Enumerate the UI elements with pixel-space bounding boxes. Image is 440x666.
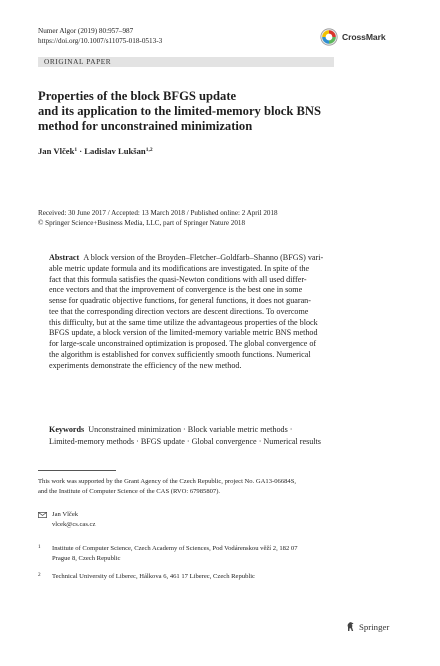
publication-history (38, 209, 398, 228)
funding-line: This work was supported by the Grant Agency of the Czech Republic, project No. GA13-06684S, (38, 478, 297, 485)
abstract-line: ence vectors and that the improvement of convergence is the best one in some (49, 285, 303, 295)
publisher-logo (345, 621, 389, 632)
funding-note (38, 477, 388, 497)
keywords (49, 424, 394, 449)
journal-citation: Numer Algor (2019) 80:957–987 (38, 27, 134, 35)
corresponding-author (38, 510, 338, 532)
affiliation (38, 572, 378, 582)
crossmark-badge[interactable] (320, 28, 386, 46)
envelope-icon (38, 512, 47, 518)
abstract-line: this difficulty, but at the same time utilize the advantageous properties of the block (49, 317, 318, 327)
funding-line: and the Institute of Computer Science of the CAS (RVO: 67985807). (38, 487, 221, 495)
paper-type-bar (38, 57, 334, 67)
affiliation-line: Prague 8, Czech Republic (52, 554, 121, 562)
copyright-line: © Springer Science+Business Media, LLC, part of Springer Nature 2018 (38, 218, 245, 227)
abstract-line: experiments demonstrate the efficiency of the new method. (49, 360, 242, 370)
author-affiliation-mark: 1,2 (145, 147, 153, 153)
abstract (49, 253, 391, 371)
author-affiliation-mark: 1 (74, 147, 78, 153)
title-line: Properties of the block BFGS update (38, 89, 237, 103)
keywords-line: Unconstrained minimization · Block variable metric methods · (88, 425, 293, 434)
keywords-line: Limited-memory methods · BFGS update · Global convergence · Numerical results (49, 437, 321, 447)
paper-title (38, 89, 398, 133)
abstract-line: BFGS update, a block version of the limited-memory variable metric BNS method (49, 328, 318, 338)
abstract-line: for large-scale unconstrained optimization is proposed. The global convergence of (49, 339, 317, 348)
abstract-line: tee that the corresponding direction vectors are descent directions. To overcome (49, 306, 309, 316)
crossmark-icon (320, 28, 338, 46)
author-name[interactable]: Jan Vlček (38, 146, 75, 156)
keywords-heading: Keywords (49, 425, 85, 434)
affiliation-line: Institute of Computer Science, Czech Academy of Sciences, Pod Vodárenskou věží 2, 182 07 (52, 545, 298, 552)
footnote-divider (38, 470, 116, 471)
contact-name: Jan Vlček (52, 511, 79, 518)
affiliation-line: Technical University of Liberec, Hálkova 6, 461 17 Liberec, Czech Republic (52, 573, 255, 580)
affiliation-number: 2 (38, 572, 41, 578)
journal-header (38, 27, 162, 46)
publisher-name: Springer (359, 621, 390, 632)
paper-type-label: ORIGINAL PAPER (44, 57, 112, 66)
crossmark-label: CrossMark (342, 32, 386, 42)
abstract-line: A block version of the Broyden–Fletcher–Goldfarb–Shanno (BFGS) vari- (83, 253, 324, 262)
affiliation (38, 544, 378, 564)
title-line: method for unconstrained minimization (38, 118, 253, 133)
abstract-line: sense for quadratic objective functions, for general functions, it does not guaran- (49, 296, 311, 305)
contact-email[interactable]: vlcek@cs.cas.cz (52, 521, 96, 528)
author-separator: · (77, 146, 85, 156)
abstract-line: able metric update formula and its modifications are investigated. In spite of the (49, 263, 310, 273)
abstract-heading: Abstract (49, 253, 80, 262)
abstract-line: the algorithm is established for convex sufficiently smooth functions. Numerical (49, 349, 311, 359)
author-list (38, 146, 153, 156)
affiliation-number: 1 (38, 544, 41, 550)
received-line: Received: 30 June 2017 / Accepted: 13 March 2018 / Published online: 2 April 2018 (38, 209, 278, 217)
abstract-line: fact that this formula satisfies the quasi-Newton conditions with all used differ- (49, 274, 307, 284)
author-name[interactable]: Ladislav Lukšan (84, 146, 146, 156)
springer-horse-icon (345, 621, 356, 632)
title-line: and its application to the limited-memory block BNS (38, 103, 322, 118)
doi-link[interactable]: https://doi.org/10.1007/s11075-018-0513-3 (38, 36, 163, 45)
